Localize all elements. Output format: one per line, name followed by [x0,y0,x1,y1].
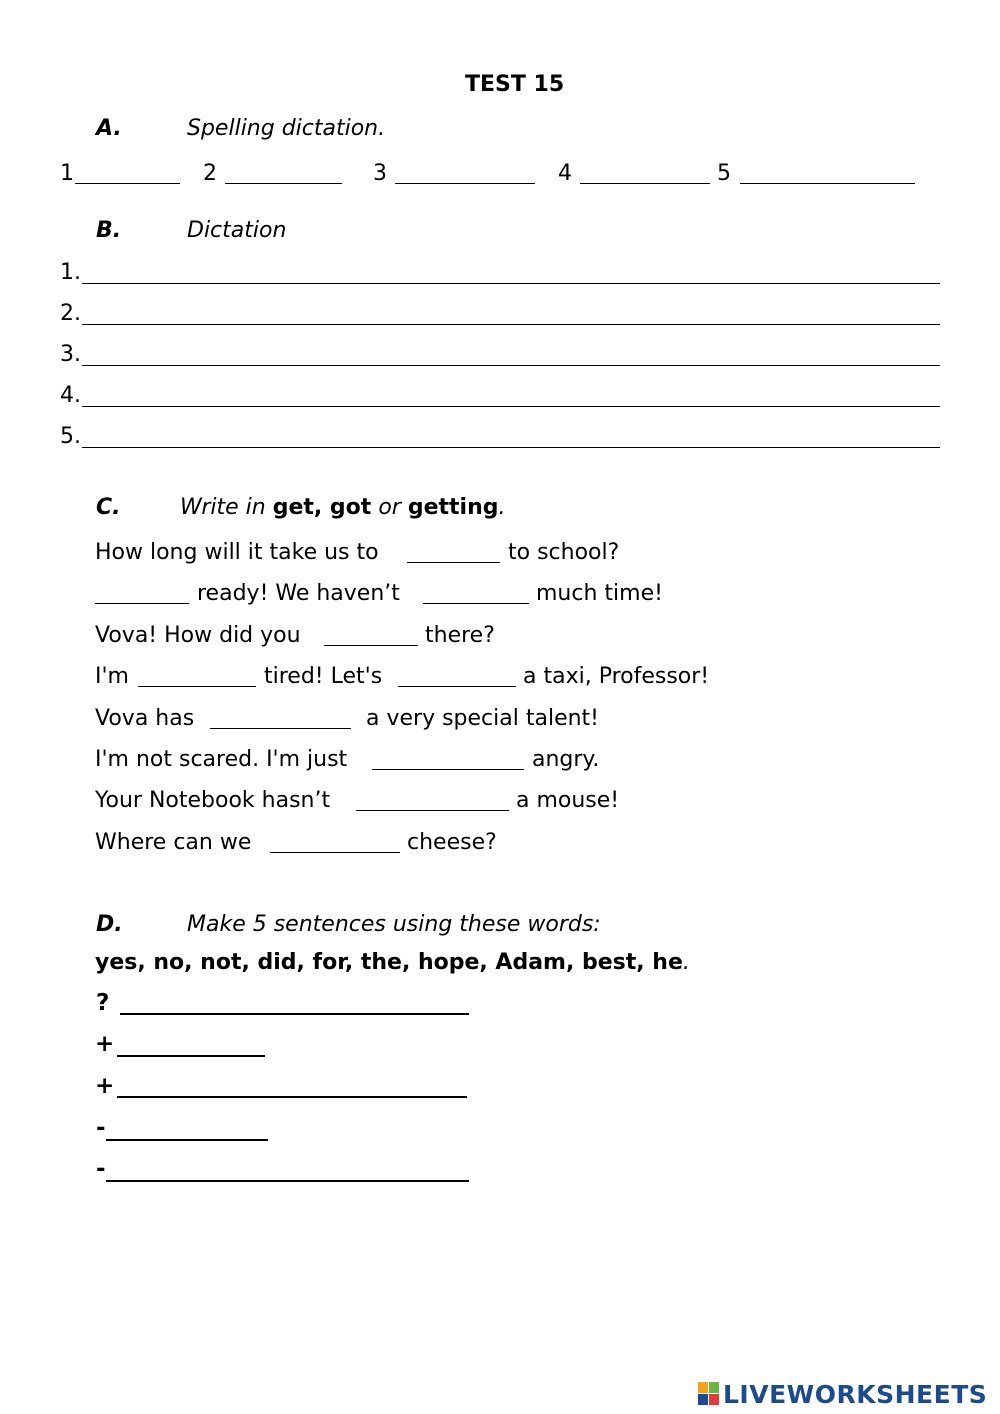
section-d-letter: D. [96,912,123,937]
dictation-line-3[interactable] [82,365,940,366]
section-a-letter: A. [96,116,122,141]
dictation-line-5[interactable] [82,447,940,448]
instr-part5: . [498,495,506,520]
dictation-number-3: 3. [60,342,81,367]
section-d-instruction: Make 5 sentences using these words: [187,912,601,937]
write-line-1[interactable] [120,1013,469,1015]
sentence-type-4: - [96,1115,106,1141]
write-line-4[interactable] [106,1139,268,1141]
spelling-number-1: 1 [60,161,74,186]
sentence-type-5: - [96,1156,106,1182]
sentence-2-blank-2[interactable] [423,603,529,604]
sentence-4-start: I'm [95,664,129,689]
sentence-8-blank[interactable] [270,852,400,853]
sentence-7-end: a mouse! [516,788,620,813]
dictation-line-4[interactable] [82,406,940,407]
dictation-number-2: 2. [60,301,81,326]
sentence-4-end: a taxi, Professor! [523,664,710,689]
logo-text: LIVEWORKSHEETS [723,1379,988,1409]
spelling-number-3: 3 [373,161,387,186]
sentence-type-2: + [95,1031,115,1057]
sentence-6-start: I'm not scared. I'm just [95,747,348,772]
sentence-2-end: much time! [536,581,663,606]
write-line-5[interactable] [106,1180,469,1182]
sentence-7-blank[interactable] [356,810,509,811]
section-b-instruction: Dictation [187,218,287,243]
dictation-number-1: 1. [60,260,81,285]
sentence-1-blank[interactable] [407,562,500,563]
sentence-3-end: there? [425,623,495,648]
sentence-5-start: Vova has [95,706,195,731]
spelling-blank-3[interactable] [395,183,535,184]
logo-icon [697,1380,721,1408]
spelling-blank-1[interactable] [75,183,180,184]
sentence-3-blank[interactable] [324,645,418,646]
dictation-number-5: 5. [60,424,81,449]
sentence-type-3: + [95,1073,115,1099]
section-b-letter: B. [96,218,122,243]
section-c-instruction [180,497,505,519]
sentence-type-1: ? [96,990,110,1016]
word-bank-words: yes, no, not, did, for, the, hope, Adam, best, he [95,950,683,975]
sentence-2-blank-1[interactable] [95,603,189,604]
spelling-blank-4[interactable] [580,183,710,184]
spelling-blank-2[interactable] [225,183,342,184]
sentence-3-start: Vova! How did you [95,623,301,648]
sentence-5-blank[interactable] [210,728,351,729]
sentence-4-blank-2[interactable] [398,686,516,687]
sentence-4-blank-1[interactable] [138,686,256,687]
spelling-number-2: 2 [203,161,217,186]
dictation-line-2[interactable] [82,324,940,325]
spelling-number-4: 4 [558,161,572,186]
spelling-blank-5[interactable] [740,183,915,184]
instr-part1: Write in [180,495,273,520]
word-bank-end: . [682,950,690,975]
liveworksheets-logo [697,1379,987,1409]
section-a-instruction: Spelling dictation. [187,116,386,141]
page-title: TEST 15 [465,72,565,97]
sentence-7-start: Your Notebook hasn’t [95,788,331,813]
sentence-6-blank[interactable] [372,769,524,770]
sentence-4-mid: tired! Let's [264,664,383,689]
instr-part3: or [371,495,408,520]
sentence-8-start: Where can we [95,830,252,855]
word-bank [95,952,690,974]
sentence-6-end: angry. [532,747,600,772]
sentence-8-end: cheese? [407,830,497,855]
section-c-letter: C. [96,495,121,520]
instr-part2: get, got [272,495,372,520]
dictation-line-1[interactable] [82,283,940,284]
write-line-3[interactable] [117,1096,467,1098]
sentence-1-end: to school? [508,540,620,565]
sentence-2-mid: ready! We haven’t [197,581,400,606]
dictation-number-4: 4. [60,383,81,408]
sentence-1-start: How long will it take us to [95,540,379,565]
sentence-5-end: a very special talent! [366,706,599,731]
instr-part4: getting [407,495,499,520]
spelling-number-5: 5 [717,161,731,186]
write-line-2[interactable] [117,1055,265,1057]
